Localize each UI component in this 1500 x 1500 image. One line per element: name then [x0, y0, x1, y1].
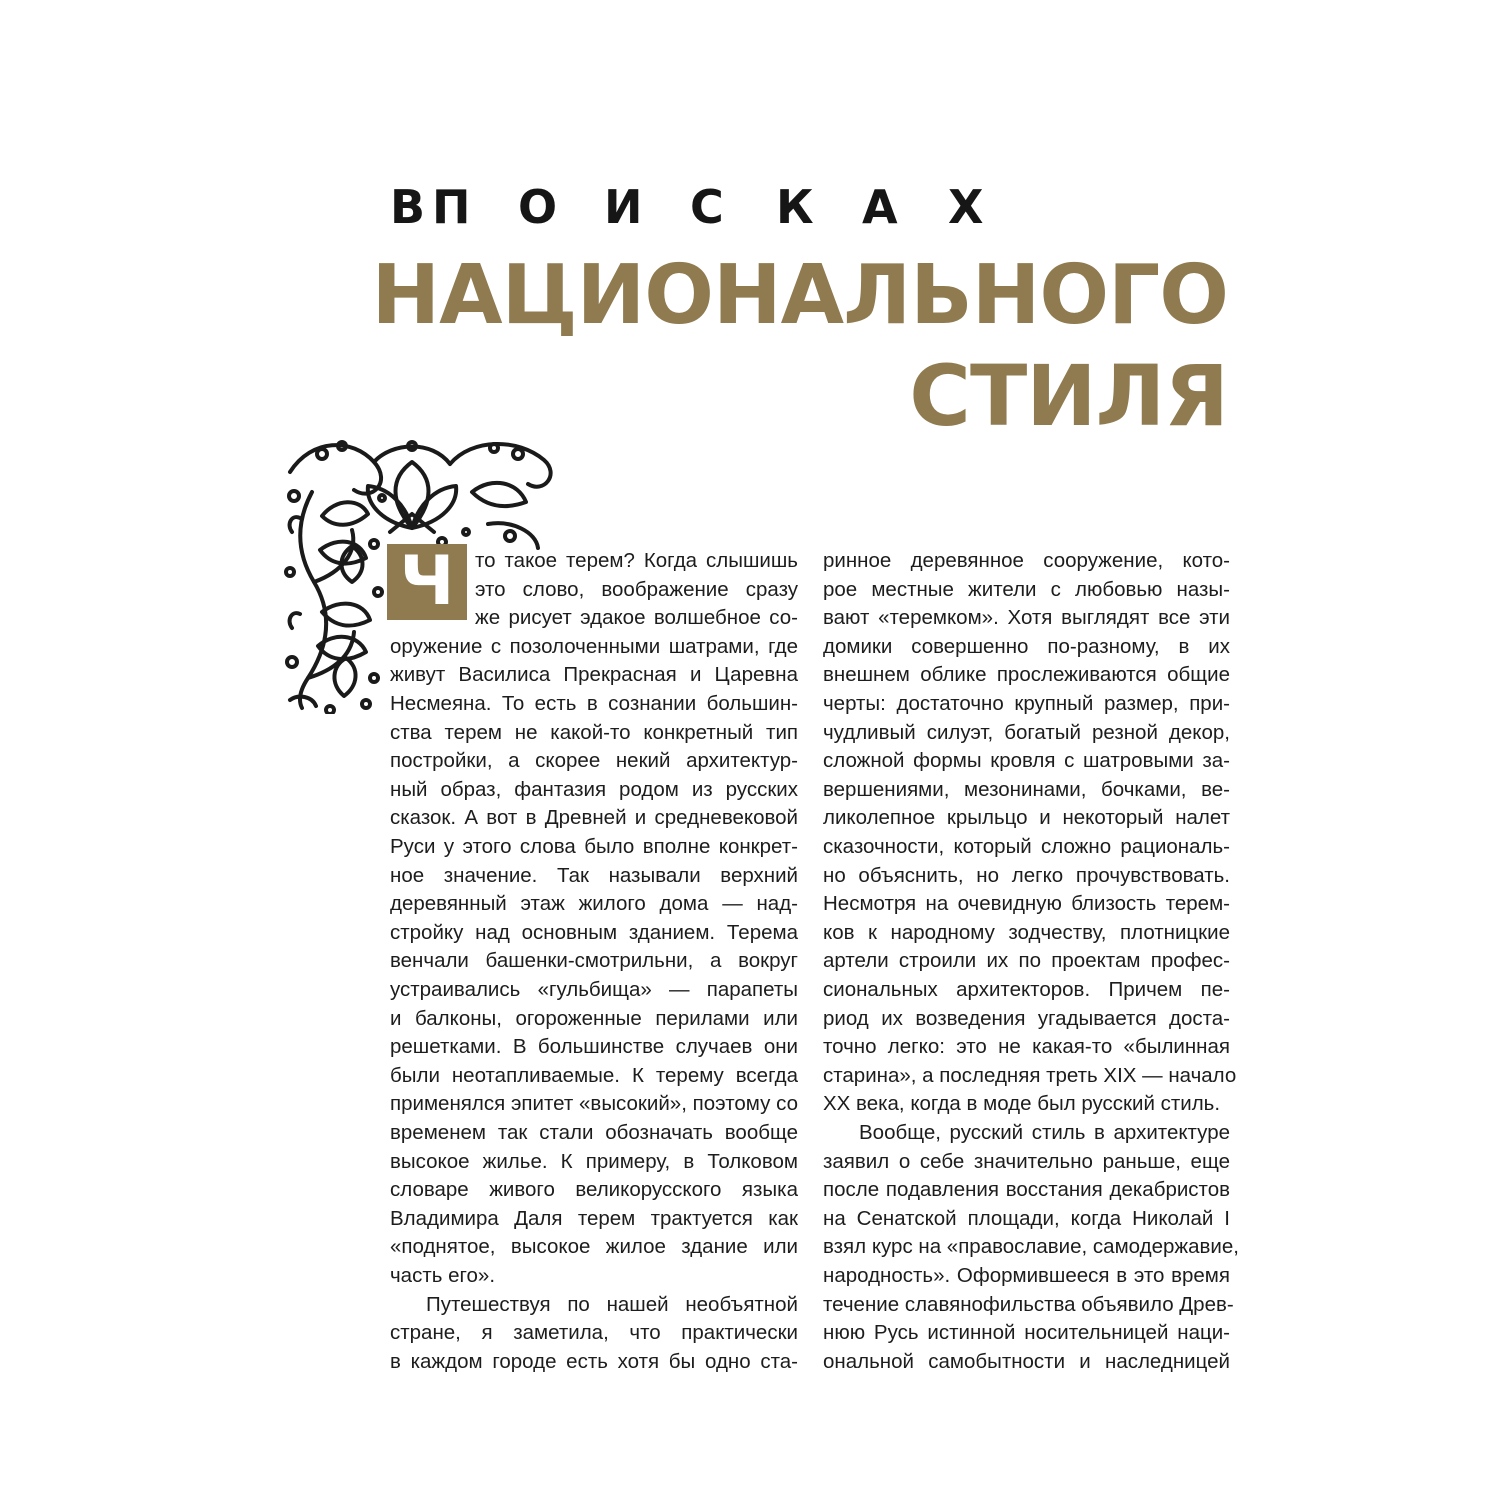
text-line: Несмотря на очевидную близость терем-	[823, 892, 1230, 916]
text-line: и балконы, огороженные перилами или	[390, 1006, 798, 1030]
text-line: венчали башенки-смотрильни, а вокруг	[390, 949, 798, 973]
text-line: XX века, когда в моде был русский стиль.	[823, 1092, 1221, 1116]
text-line: Вообще, русский стиль в архитектуре	[859, 1121, 1230, 1144]
text-line: были неотапливаемые. К терему всегда	[390, 1063, 798, 1087]
text-line: черты: достаточно крупный размер, при-	[823, 692, 1230, 715]
text-line: рое местные жители с любовью назы-	[823, 577, 1230, 601]
kicker-letter: Х	[948, 180, 984, 234]
text-line: заявил о себе значительно раньше, еще	[823, 1149, 1230, 1173]
text-line: вершениями, мезонинами, бочками, ве-	[823, 777, 1230, 801]
kicker-word-poiskah	[432, 182, 990, 232]
text-line: часть его».	[390, 1264, 496, 1287]
drop-cap: Ч	[387, 544, 467, 620]
kicker-letter: В	[390, 180, 426, 234]
text-line: временем так стали обозначать вообще	[390, 1121, 798, 1144]
text-line: сказочности, который сложно рациональ-	[823, 835, 1230, 858]
text-line: артели строили их по проектам профес-	[823, 949, 1230, 973]
kicker-letter: С	[690, 180, 724, 234]
text-line: на Сенатской площади, когда Николай I	[823, 1206, 1230, 1230]
text-line: ликолепное крыльцо и некоторый налет	[823, 806, 1230, 830]
text-line: это слово, воображение сразу	[475, 577, 798, 601]
text-line: решетками. В большинстве случаев они	[390, 1035, 798, 1059]
text-line: ональной самобытности и наследницей	[823, 1349, 1230, 1373]
text-line: старина», а последняя треть XIX — начало	[823, 1063, 1237, 1087]
text-line: Владимира Даля терем трактуется как	[390, 1206, 798, 1230]
text-line: Несмеяна. То есть в сознании большин-	[390, 692, 798, 715]
text-line: но объяснить, но легко прочувствовать.	[823, 863, 1230, 887]
text-line: народность». Оформившееся в это время	[823, 1264, 1230, 1287]
text-line: в каждом городе есть хотя бы одно ста-	[390, 1349, 798, 1373]
kicker-letter: О	[518, 180, 558, 234]
kicker-letter: А	[862, 180, 898, 234]
text-line: вают «теремком». Хотя выглядят все эти	[823, 606, 1230, 630]
text-line: ный образ, фантазия родом из русских	[390, 777, 798, 801]
text-line: «поднятое, высокое жилое здание или	[390, 1235, 798, 1259]
text-line: взял курс на «православие, самодержавие,	[823, 1235, 1239, 1259]
text-line: внешнем облике прослеживаются общие	[823, 663, 1230, 687]
text-line: деревянный этаж жилого дома — над-	[390, 892, 798, 916]
text-line: ков к народному зодчеству, плотницкие	[823, 920, 1230, 944]
text-line: точно легко: это не какая-то «былинная	[823, 1035, 1230, 1059]
text-line: домики совершенно по-разному, в их	[823, 634, 1230, 658]
title-line-1: НАЦИОНАЛЬНОГО	[371, 248, 1228, 343]
text-line: нюю Русь истинной носительницей наци-	[823, 1321, 1230, 1345]
text-line: Путешествуя по нашей необъятной	[426, 1292, 798, 1316]
text-line: применялся эпитет «высокий», поэтому со	[390, 1092, 798, 1116]
text-line: постройки, а скорее некий архитектур-	[390, 749, 798, 773]
text-line: стране, я заметила, что практически	[390, 1321, 798, 1345]
text-line: живут Василиса Прекрасная и Царевна	[390, 663, 798, 687]
text-line: же рисует эдакое волшебное со-	[475, 606, 798, 630]
heading-kicker	[390, 182, 990, 232]
text-line: ринное деревянное сооружение, кото-	[823, 549, 1230, 572]
text-line: сказок. А вот в Древней и средневековой	[390, 806, 798, 830]
text-line: сложной формы кровля с шатровыми за-	[823, 749, 1230, 773]
text-line: Руси у этого слова было вполне конкрет-	[390, 835, 798, 858]
text-line: стройку над основным зданием. Терема	[390, 920, 798, 944]
text-line: ства терем не какой-то конкретный тип	[390, 720, 798, 744]
title-line-2: СТИЛЯ	[909, 347, 1228, 445]
text-line: устраивались «гульбища» — парапеты	[390, 978, 798, 1001]
text-line: после подавления восстания декабристов	[823, 1178, 1230, 1202]
text-line: чудливый силуэт, богатый резной декор,	[823, 720, 1230, 744]
text-line: течение славянофильства объявило Древ-	[823, 1292, 1234, 1316]
kicker-letter: П	[432, 180, 471, 234]
text-line: высокое жилье. К примеру, в Толковом	[390, 1149, 798, 1173]
text-line: сиональных архитекторов. Причем пе-	[823, 978, 1230, 1001]
kicker-letter: К	[776, 180, 814, 234]
kicker-word-v	[390, 182, 432, 232]
text-line: ное значение. Так называли верхний	[390, 863, 798, 887]
text-line: словаре живого великорусского языка	[390, 1178, 798, 1202]
text-line: оружение с позолоченными шатрами, где	[390, 634, 798, 658]
kicker-letter: И	[604, 180, 643, 234]
text-line: риод их возведения угадывается доста-	[823, 1006, 1230, 1030]
text-line: то такое терем? Когда слышишь	[475, 549, 798, 572]
